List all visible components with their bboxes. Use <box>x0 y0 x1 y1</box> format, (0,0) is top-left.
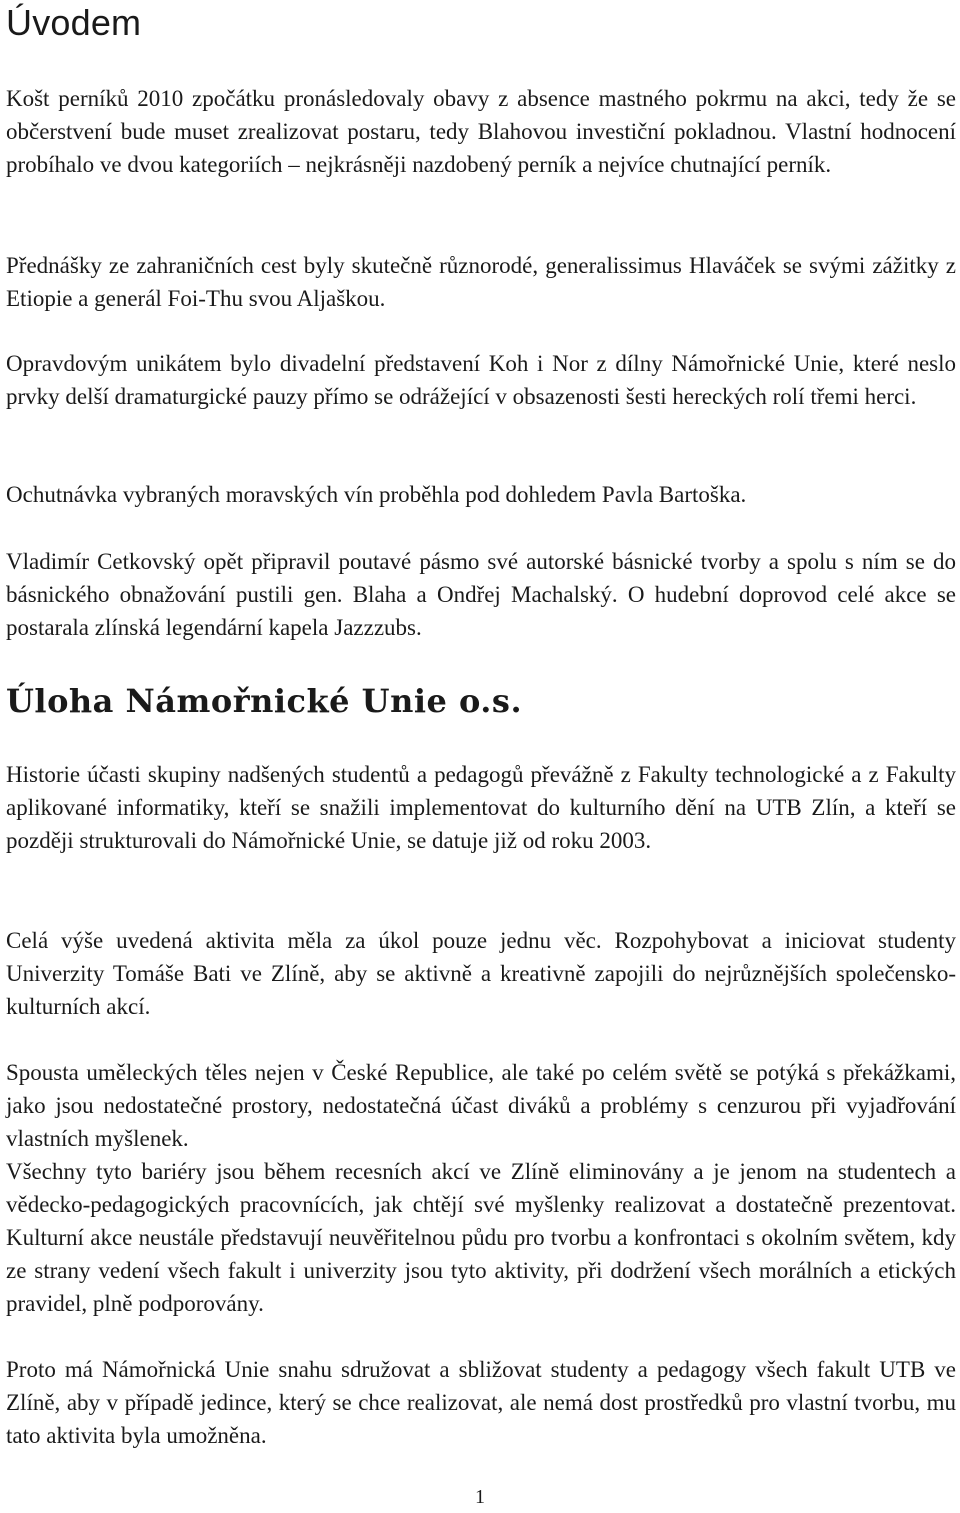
section-heading-uvodem: Úvodem <box>6 2 142 43</box>
paragraph-divadelni-predstaveni: Opravdovým unikátem bylo divadelní představení Koh i Nor z dílny Námořnické Unie, které neslo prvky delší dramaturgické pauzy přímo se odrážející v obsazenosti šesti hereckých rolí třemi herci. <box>6 351 956 409</box>
section-heading-uloha-unie: Úloha Námořnické Unie o.s. <box>6 682 523 720</box>
paragraph-prednasky: Přednášky ze zahraničních cest byly skutečně různorodé, generalissimus Hlaváček se svými zážitky z Etiopie a generál Foi-Thu svou Aljaškou. <box>6 253 956 311</box>
paragraph-bariery: Všechny tyto bariéry jsou během recesních akcí ve Zlíně eliminovány a je jenom na studentech a vědecko-pedagogických pracovnících, jak chtějí své myšlenky realizovat a dostatečně prezentovat. Kulturní akce neustále představují neuvěřitelnou půdu pro tvorbu a konfrontaci s okolním světem, kdy ze strany vedení všech fakult i univerzity jsou tyto aktivity, při dodržení všech morálních a etických pravidel, plně podporovány. <box>6 1159 956 1316</box>
paragraph-basnicke-pasmo: Vladimír Cetkovský opět připravil poutavé pásmo své autorské básnické tvorby a spolu s ním se do básnického obnažování pustili gen. Blaha a Ondřej Machalský. O hudební doprovod celé akce se postarala zlínská legendární kapela Jazzzubs. <box>6 549 956 640</box>
paragraph-historie: Historie účasti skupiny nadšených studentů a pedagogů převážně z Fakulty technologické a z Fakulty aplikované informatiky, kteří se snažili implementovat do kulturního dění na UTB Zlín, a kteří se později strukturovali do Námořnické Unie, se datuje již od roku 2003. <box>6 762 956 853</box>
paragraph-kost-pernikov: Košt perníků 2010 zpočátku pronásledovaly obavy z absence mastného pokrmu na akci, tedy že se občerstvení bude muset zrealizovat postaru, tedy Blahovou investiční pokladnou. Vlastní hodnocení probíhalo ve dvou kategoriích – nejkrásněji nazdobený perník a nejvíce chutnající perník. <box>6 86 956 177</box>
paragraph-ochutnavka-vin: Ochutnávka vybraných moravských vín proběhla pod dohledem Pavla Bartoška. <box>6 482 747 507</box>
paragraph-namornicka-unie-snaha: Proto má Námořnická Unie snahu sdružovat a sbližovat studenty a pedagogy všech fakult UTB ve Zlíně, aby v případě jedince, který se chce realizovat, ale nemá dost prostředků pro vlastní tvorbu, mu tato aktivita byla umožněna. <box>6 1357 956 1448</box>
paragraph-aktivita: Celá výše uvedená aktivita měla za úkol pouze jednu věc. Rozpohybovat a iniciovat studenty Univerzity Tomáše Bati ve Zlíně, aby se aktivně a kreativně zapojili do nejrůznějších společensko-kulturních akcí. <box>6 928 956 1019</box>
page-number: 1 <box>475 1486 485 1508</box>
paragraph-umelecka-telesa: Spousta uměleckých těles nejen v České Republice, ale také po celém světě se potýká s překážkami, jako jsou nedostatečné prostory, nedostatečná účast diváků a problémy s cenzurou při vyjadřování vlastních myšlenek. <box>6 1060 956 1151</box>
